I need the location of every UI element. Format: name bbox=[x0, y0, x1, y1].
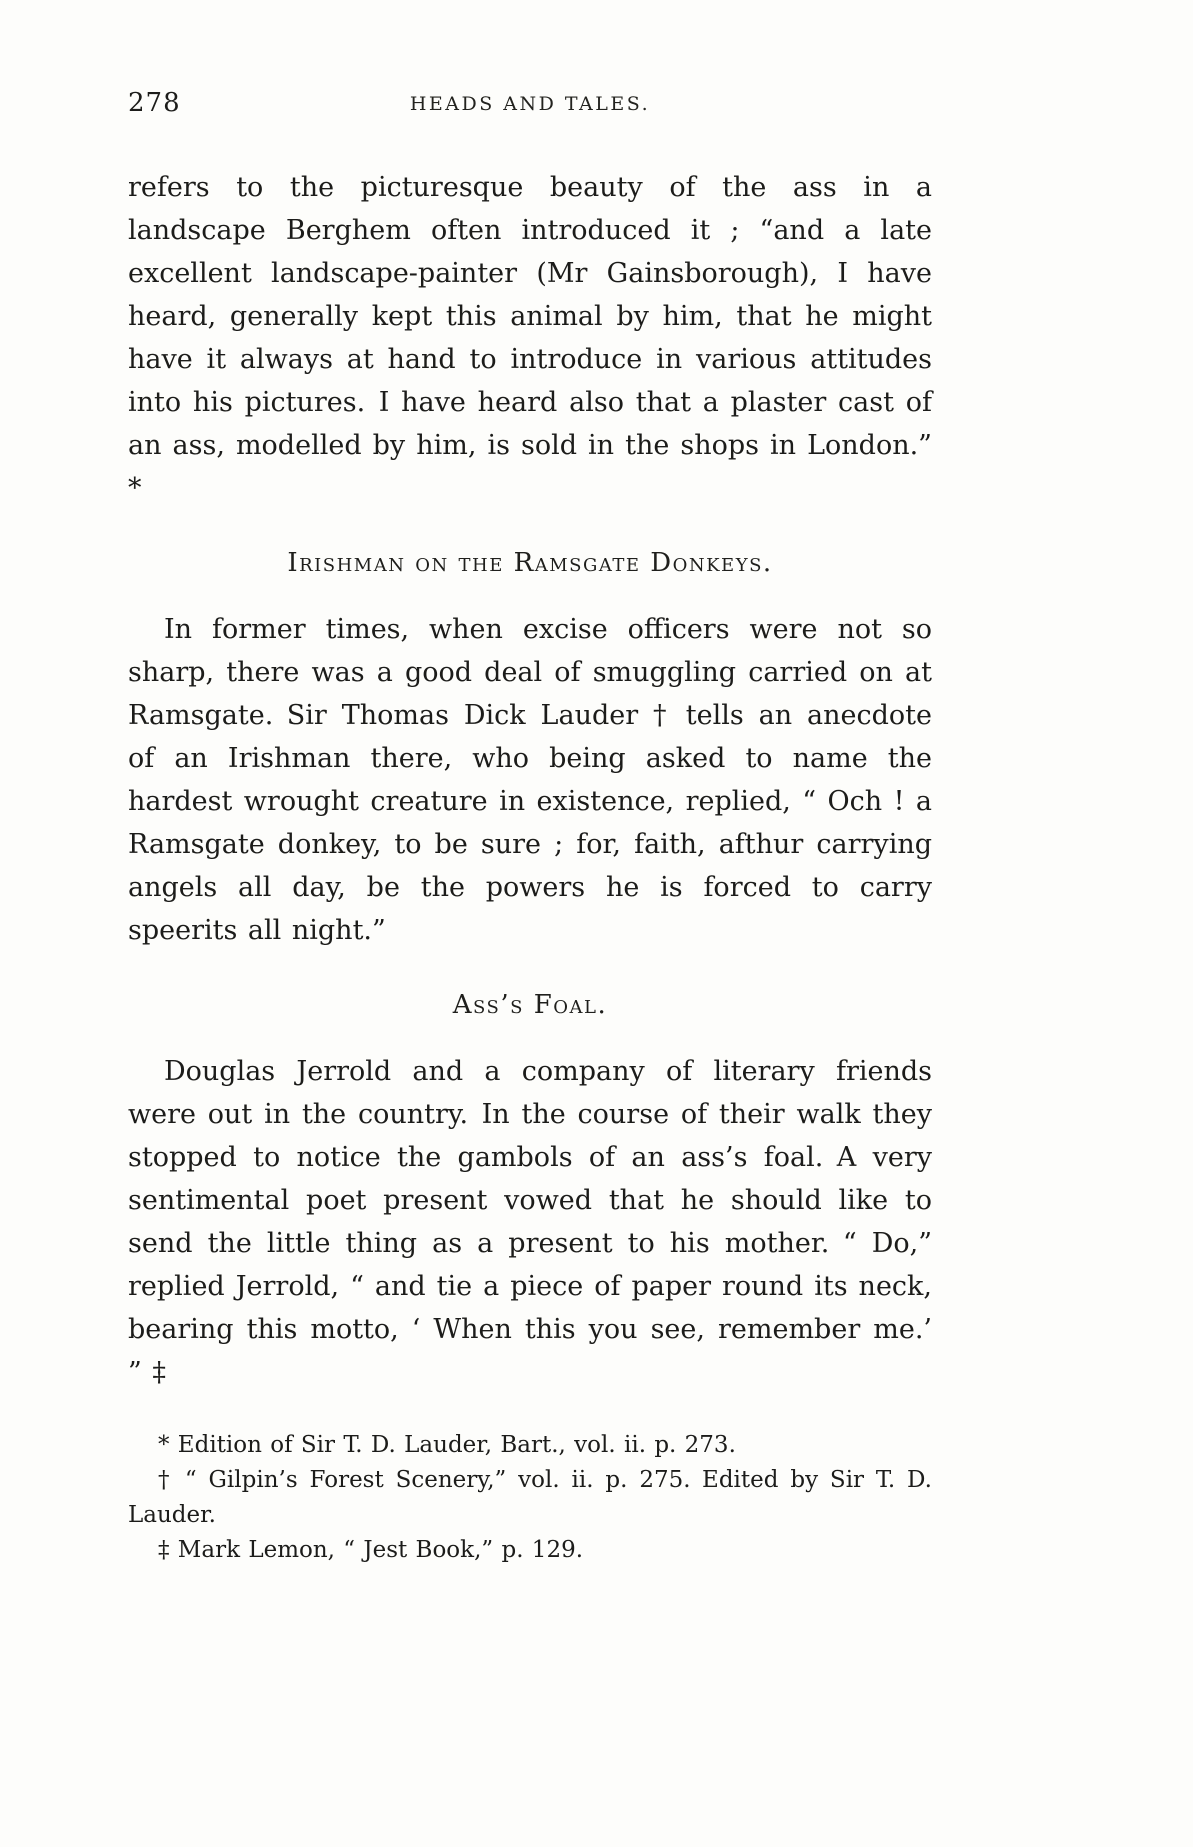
page-header bbox=[128, 88, 932, 122]
section-heading-irishman-ramsgate-donkeys: Irishman on the Ramsgate Donkeys. bbox=[287, 548, 773, 578]
page-number: 278 bbox=[128, 88, 181, 118]
footnote-double-dagger: ‡ Mark Lemon, “ Jest Book,” p. 129. bbox=[158, 1537, 584, 1563]
paragraph-asss-foal-anecdote: Douglas Jerrold and a company of literary friends were out in the country. In the course of their walk they stopped to notice the gambols of an ass’s foal. A very sentimental poet present vowed that he should like to send the little thing as a present to his mother. “ Do,” replied Jerrold, “ and tie a piece of paper round its neck, bearing this motto, ‘ When this you see, remember me.’ ” ‡ bbox=[128, 1056, 932, 1388]
paragraph-irishman-anecdote: In former times, when excise officers were not so sharp, there was a good deal of smuggling carried on at Ramsgate. Sir Thomas Dick Lauder † tells an anecdote of an Irishman there, who being asked to name the hardest wrought creature in existence, replied, “ Och ! a Ramsgate donkey, to be sure ; for, faith, afthur carrying angels all day, be the powers he is forced to carry speerits all night.” bbox=[128, 614, 932, 946]
section-heading-asss-foal: Ass’s Foal. bbox=[452, 990, 608, 1020]
footnote-dagger: † “ Gilpin’s Forest Scenery,” vol. ii. p. 275. Edited by Sir T. D. Lauder. bbox=[128, 1467, 932, 1528]
paragraph-opening-continuation: refers to the picturesque beauty of the ass in a landscape Berghem often introduced it ; “and a late excellent landscape-painter (Mr Gainsborough), I have heard, generally kept this animal by him, that he might have it always at hand to introduce in various attitudes into his pictures. I have heard also that a plaster cast of an ass, modelled by him, is sold in the shops in London.” * bbox=[128, 172, 932, 504]
page-body bbox=[128, 166, 932, 1568]
footnote-asterisk: * Edition of Sir T. D. Lauder, Bart., vol. ii. p. 273. bbox=[158, 1432, 736, 1458]
footnotes-block bbox=[128, 1428, 932, 1568]
running-title: HEADS AND TALES. bbox=[409, 93, 651, 115]
